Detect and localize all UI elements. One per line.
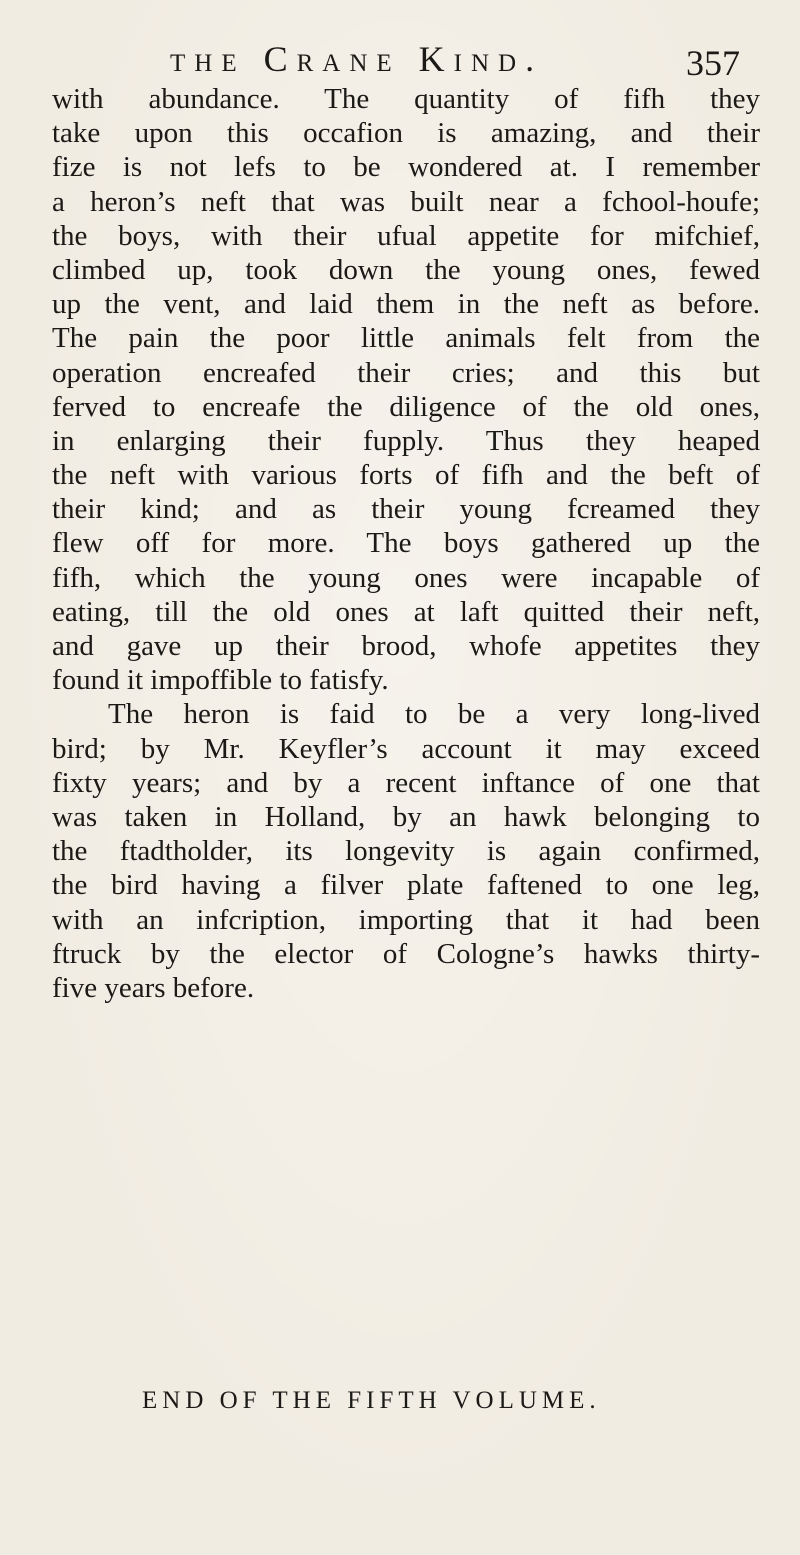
text-line: up the vent, and laid them in the neft as before. [52,288,760,321]
text-line: with abundance. The quantity of fifh they [52,83,760,115]
text-line: the ftadtholder, its longevity is again confirmed, [52,835,760,868]
running-title: the Crane Kind. [170,39,544,79]
text-line: found it impoffible to fatisfy. [52,664,389,697]
text-line: the bird having a filver plate faftened to one leg, [52,869,760,902]
text-line: bird; by Mr. Keyfler’s account it may exceed [52,732,760,765]
text-line: The pain the poor little animals felt from the [52,322,760,355]
text-line: in enlarging their fupply. Thus they heaped [52,424,760,457]
text-line: five years before. [52,971,255,1004]
text-line: operation encreafed their cries; and this but [52,356,760,389]
text-line: the neft with various forts of fifh and the beft of [52,459,760,492]
text-line: The heron is faid to be a very long-lived [108,698,760,731]
text-line: fixty years; and by a recent inftance of one that [52,766,760,799]
text-line: ftruck by the elector of Cologne’s hawks thirty- [52,937,760,970]
text-line: eating, till the old ones at laft quitted their neft, [52,595,760,628]
text-line: flew off for more. The boys gathered up the [52,527,760,560]
text-line: climbed up, took down the young ones, fewed [52,253,760,286]
text-line: their kind; and as their young fcreamed they [52,493,760,526]
paragraph-1 [52,82,760,697]
text-line: fize is not lefs to be wondered at. I remember [52,151,760,184]
text-line: take upon this occafion is amazing, and their [52,117,760,150]
end-of-volume-colophon: END OF THE FIFTH VOLUME. [142,1387,601,1414]
text-line: ferved to encreafe the diligence of the old ones, [52,390,760,423]
page-number: 357 [686,43,740,83]
text-line: fifh, which the young ones were incapable of [52,561,760,594]
text-line: the boys, with their ufual appetite for mifchief, [52,219,760,252]
text-line: was taken in Holland, by an hawk belonging to [52,800,760,833]
text-line: a heron’s neft that was built near a fchool-houfe; [52,185,760,218]
paragraph-2 [52,697,760,1005]
text-line: with an infcription, importing that it had been [52,903,760,936]
text-line: and gave up their brood, whofe appetites they [52,630,760,662]
body-text [52,82,760,1005]
